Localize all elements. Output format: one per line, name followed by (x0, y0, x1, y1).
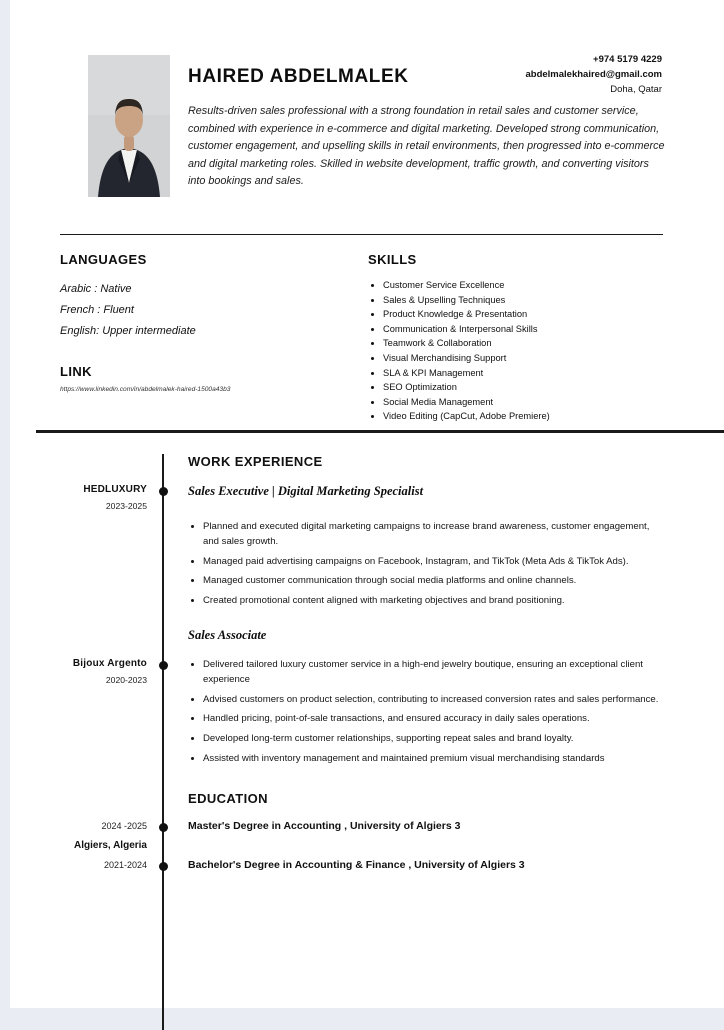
education-row (10, 859, 724, 871)
education-location: Algiers, Algeria (74, 839, 147, 851)
job-bullet: • Developed long-term customer relationships, supporting repeat sales and brand loyalty. (203, 732, 666, 747)
timeline-dot (159, 823, 168, 832)
job-bullet: • Assisted with inventory management and maintained premium visual merchandising standards (203, 752, 666, 767)
job-row (10, 484, 724, 511)
job-bullet: • Handled pricing, point-of-sale transactions, and ensured accuracy in daily sales operations. (203, 712, 666, 727)
job-bullet: • Planned and executed digital marketing campaigns to increase brand awareness, customer engagement, and sales growth. (203, 520, 666, 550)
skill-item: • Customer Service Excellence (383, 278, 666, 293)
info-section (10, 235, 724, 430)
skill-item: • SEO Optimization (383, 380, 666, 395)
contact-phone: +974 5179 4229 (593, 54, 662, 65)
header (10, 0, 724, 234)
skill-item: • Social Media Management (383, 395, 666, 410)
company-dates: 2020-2023 (105, 674, 147, 685)
job-bullet: • Advised customers on product selection, contributing to increased conversion rates and sales performance. (203, 693, 666, 708)
job-title: Sales Executive | Digital Marketing Specialist (188, 484, 424, 498)
job-bullet-list (188, 520, 666, 609)
company-dates: 2023-2025 (105, 501, 147, 511)
company-name: HEDLUXURY (83, 484, 147, 495)
languages-list (60, 279, 368, 342)
company-name: Bijoux Argento (72, 657, 147, 669)
language-item: French : Fluent (60, 304, 134, 316)
education-dates: 2024 -2025 (101, 820, 147, 831)
timeline-dot (159, 862, 168, 871)
summary-text: Results-driven sales professional with a strong foundation in retail sales and customer service, combined with experience in e-commerce and digital marketing. Developed strong communication, customer engagement, and upselling skills in retail environments, then progressed into e-commerce and digital marketing roles. Skilled in website development, traffic growth, and converting visitors into bookings and sales. (188, 105, 665, 187)
candidate-name: HAIRED ABDELMALEK (188, 66, 409, 87)
skill-item: • Product Knowledge & Presentation (383, 307, 666, 322)
header-main (188, 66, 666, 191)
education-degree: Master's Degree in Accounting , University of Algiers 3 (188, 819, 461, 832)
education-degree: Bachelor's Degree in Accounting & Finance , University of Algiers 3 (188, 858, 525, 871)
skills-heading: SKILLS (368, 252, 417, 267)
job-meta (10, 484, 162, 511)
skill-item: • SLA & KPI Management (383, 366, 666, 381)
skills-column (368, 252, 666, 430)
timeline-dot (159, 487, 168, 496)
job-bullet: • Managed customer communication through social media platforms and online channels. (203, 574, 666, 589)
skill-item: • Visual Merchandising Support (383, 351, 666, 366)
contact-location: Doha, Qatar (610, 84, 662, 95)
contact-email[interactable]: abdelmalekhaired@gmail.com (525, 69, 662, 80)
job-bullet: • Delivered tailored luxury customer service in a high-end jewelry boutique, ensuring an exceptional client experience (203, 658, 666, 688)
job-bullet: • Created promotional content aligned with marketing objectives and brand positioning. (203, 594, 666, 609)
skills-list (368, 278, 666, 424)
job-meta (10, 658, 162, 772)
work-experience-heading: WORK EXPERIENCE (188, 454, 323, 469)
link-heading: LINK (60, 364, 92, 379)
profile-photo-illustration (88, 55, 170, 197)
education-location-row (10, 838, 724, 859)
languages-column (60, 252, 368, 430)
profile-photo (88, 55, 170, 197)
job-row (10, 658, 724, 772)
timeline-dot (159, 661, 168, 670)
job-bullet: • Managed paid advertising campaigns on Facebook, Instagram, and TikTok (Meta Ads & TikTok Ads). (203, 555, 666, 570)
resume-page (10, 0, 724, 1008)
skill-item: • Communication & Interpersonal Skills (383, 322, 666, 337)
skill-item: • Video Editing (CapCut, Adobe Premiere) (383, 409, 666, 424)
job-bullets-row (10, 511, 724, 614)
job-content (162, 484, 724, 511)
languages-heading: LANGUAGES (60, 252, 147, 267)
education-dates: 2021-2024 (103, 859, 147, 870)
job-title: Sales Associate (188, 627, 267, 642)
education-heading: EDUCATION (188, 790, 268, 806)
section-divider (36, 430, 724, 433)
job-bullet-list (188, 658, 666, 767)
job-content (162, 658, 724, 772)
language-item: English: Upper intermediate (60, 325, 196, 337)
education-rows (10, 820, 724, 871)
language-item: Arabic : Native (60, 283, 132, 295)
job-title-row (10, 614, 724, 643)
skill-item: • Teamwork & Collaboration (383, 336, 666, 351)
education-row (10, 820, 724, 832)
skill-item: • Sales & Upselling Techniques (383, 293, 666, 308)
linkedin-url[interactable]: https://www.linkedin.com/in/abdelmalek-haired-1500a43b3 (60, 386, 231, 393)
main-section (10, 454, 724, 1030)
